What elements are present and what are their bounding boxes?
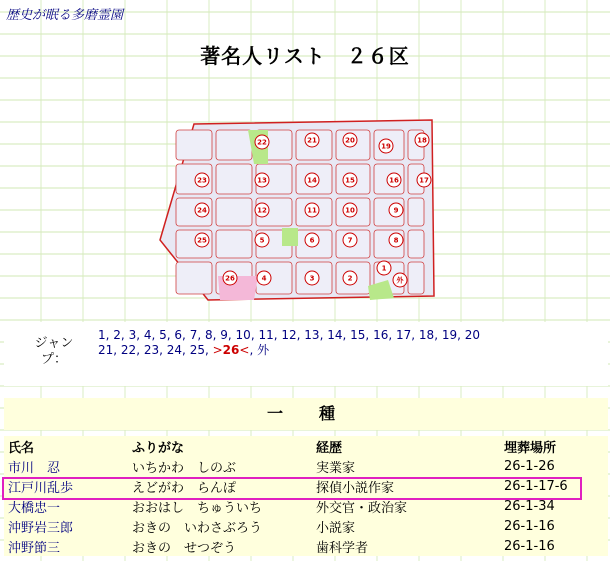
- map-block-1[interactable]: [377, 261, 391, 275]
- selected-row-highlight: [2, 477, 582, 500]
- svg-text:2: 2: [347, 274, 353, 283]
- svg-text:10: 10: [345, 206, 355, 215]
- map-plot-block: [408, 262, 424, 294]
- map-plot-block: [408, 230, 424, 258]
- svg-text:6: 6: [309, 236, 315, 245]
- page-title: 著名人リスト ２６区: [200, 44, 410, 68]
- person-burial-place: 26-1-16: [504, 538, 555, 554]
- jump-link-7[interactable]: 7: [189, 328, 198, 342]
- map-block-9[interactable]: [389, 203, 403, 217]
- jump-panel: [4, 322, 608, 386]
- map-plot-block: [216, 130, 252, 160]
- svg-text:26: 26: [225, 274, 235, 283]
- map-block-24[interactable]: [195, 203, 209, 217]
- jump-link-12[interactable]: 12: [281, 328, 297, 342]
- jump-link-24[interactable]: 24: [166, 343, 183, 357]
- svg-text:14: 14: [307, 176, 317, 185]
- svg-text:23: 23: [197, 176, 207, 185]
- map-plot-block: [176, 262, 212, 294]
- jump-label: ジャンプ：: [34, 336, 74, 367]
- jump-link-22[interactable]: 22: [120, 343, 137, 357]
- person-name[interactable]: 江戸川乱歩: [8, 480, 74, 496]
- person-furigana: いちかわ しのぶ: [132, 460, 237, 476]
- jump-link-outside[interactable]: 外: [257, 343, 270, 357]
- person-burial-place: 26-1-26: [504, 458, 555, 474]
- person-name[interactable]: 大橋忠一: [8, 500, 61, 516]
- jump-link-11[interactable]: 11: [258, 328, 274, 342]
- svg-text:17: 17: [419, 176, 429, 185]
- jump-link-17[interactable]: 17: [395, 328, 412, 342]
- map-block-5[interactable]: [255, 233, 269, 247]
- person-furigana: おきの いわさぶろう: [132, 520, 263, 536]
- map-plot-block: [408, 198, 424, 226]
- person-name[interactable]: 市川 忍: [8, 460, 61, 476]
- map-block-8[interactable]: [389, 233, 403, 247]
- svg-text:9: 9: [393, 206, 399, 215]
- map-block-22[interactable]: [255, 135, 269, 149]
- svg-text:21: 21: [307, 136, 317, 145]
- map-block-11[interactable]: [305, 203, 319, 217]
- map-block-outside[interactable]: [393, 273, 407, 287]
- svg-text:24: 24: [197, 206, 207, 215]
- map-block-14[interactable]: [305, 173, 319, 187]
- person-career: 歯科学者: [316, 540, 369, 556]
- site-name-link[interactable]: 歴史が眠る多磨霊園: [6, 8, 124, 23]
- jump-link-16[interactable]: 16: [373, 328, 389, 342]
- map-plot-block: [216, 230, 252, 258]
- jump-current-block: 26: [222, 343, 240, 357]
- jump-link-4[interactable]: 4: [143, 328, 152, 342]
- header-name: 氏名: [8, 440, 35, 456]
- jump-link-8[interactable]: 8: [204, 328, 213, 342]
- map-block-13[interactable]: [255, 173, 269, 187]
- jump-link-20[interactable]: 20: [464, 328, 481, 342]
- map-block-7[interactable]: [343, 233, 357, 247]
- map-block-16[interactable]: [387, 173, 401, 187]
- svg-text:18: 18: [417, 136, 427, 145]
- svg-text:3: 3: [309, 274, 315, 283]
- map-plot-block: [216, 164, 252, 194]
- map-block-12[interactable]: [255, 203, 269, 217]
- person-burial-place: 26-1-34: [504, 498, 555, 514]
- cemetery-map-svg[interactable]: [158, 100, 446, 306]
- map-block-17[interactable]: [417, 173, 431, 187]
- svg-text:22: 22: [257, 138, 267, 147]
- jump-current-suffix: <: [239, 343, 250, 357]
- svg-text:16: 16: [389, 176, 399, 185]
- jump-link-19[interactable]: 19: [441, 328, 458, 342]
- person-name[interactable]: 沖野岩三郎: [8, 520, 74, 536]
- map-block-18[interactable]: [415, 133, 429, 147]
- svg-text:1: 1: [381, 264, 387, 273]
- map-block-3[interactable]: [305, 271, 319, 285]
- table-row: [4, 456, 608, 476]
- jump-link-18[interactable]: 18: [418, 328, 435, 342]
- map-block-25[interactable]: [195, 233, 209, 247]
- svg-text:7: 7: [347, 236, 353, 245]
- map-plot-block: [176, 130, 212, 160]
- map-plot-block: [216, 198, 252, 226]
- jump-link-25[interactable]: 25: [189, 343, 205, 357]
- jump-link-10[interactable]: 10: [235, 328, 251, 342]
- svg-text:外: 外: [396, 276, 404, 285]
- jump-current-prefix: >: [212, 343, 223, 357]
- person-burial-place: 26-1-17-6: [504, 478, 568, 494]
- person-career: 小説家: [316, 520, 356, 536]
- table-header-row: [4, 436, 608, 456]
- map-block-10[interactable]: [343, 203, 357, 217]
- header-burial-place: 埋葬場所: [504, 440, 557, 456]
- jump-link-6[interactable]: 6: [174, 328, 183, 342]
- person-name[interactable]: 沖野節三: [8, 540, 61, 556]
- map-block-20[interactable]: [343, 133, 357, 147]
- map-green-area: [282, 228, 298, 246]
- section-heading: 一 種: [4, 398, 608, 430]
- table-row: [4, 516, 608, 536]
- map-block-15[interactable]: [343, 173, 357, 187]
- svg-text:11: 11: [307, 206, 317, 215]
- header-career: 経歴: [316, 440, 343, 456]
- svg-text:12: 12: [257, 206, 267, 215]
- header-furigana: ふりがな: [132, 440, 185, 456]
- person-career: 探偵小説作家: [316, 480, 395, 496]
- svg-text:25: 25: [197, 236, 207, 245]
- jump-link-5[interactable]: 5: [159, 328, 167, 342]
- map-block-26[interactable]: [223, 271, 237, 285]
- person-furigana: おおはし ちゅういち: [132, 500, 263, 516]
- jump-link-9[interactable]: 9: [220, 328, 228, 342]
- jump-link-21[interactable]: 21: [98, 343, 114, 357]
- svg-text:19: 19: [381, 142, 391, 151]
- svg-text:13: 13: [257, 176, 267, 185]
- map-block-6[interactable]: [305, 233, 319, 247]
- jump-link-2[interactable]: 2: [113, 328, 121, 342]
- svg-text:20: 20: [345, 136, 355, 145]
- jump-link-23[interactable]: 23: [143, 343, 160, 357]
- jump-link-1[interactable]: 1: [98, 328, 106, 342]
- person-career: 外交官・政治家: [316, 500, 408, 516]
- jump-link-15[interactable]: 15: [350, 328, 366, 342]
- svg-text:5: 5: [259, 236, 265, 245]
- map-block-21[interactable]: [305, 133, 319, 147]
- cemetery-map[interactable]: [158, 100, 446, 306]
- svg-text:15: 15: [345, 176, 355, 185]
- table-row: [4, 536, 608, 556]
- map-block-23[interactable]: [195, 173, 209, 187]
- svg-text:4: 4: [261, 274, 267, 283]
- jump-link-14[interactable]: 14: [327, 328, 343, 342]
- person-burial-place: 26-1-16: [504, 518, 555, 534]
- svg-text:8: 8: [393, 236, 399, 245]
- map-block-2[interactable]: [343, 271, 357, 285]
- jump-link-3[interactable]: 3: [128, 328, 137, 342]
- person-furigana: おきの せつぞう: [132, 540, 237, 556]
- person-furigana: えどがわ らんぽ: [132, 480, 237, 496]
- jump-link-13[interactable]: 13: [304, 328, 320, 342]
- person-career: 実業家: [316, 460, 356, 476]
- map-block-19[interactable]: [379, 139, 393, 153]
- jump-links: 1, 2, 3, 4, 5, 6, 7, 8, 9, 10, 11, 12, 13, 14, 15, 16, 17, 18, 19, 20 21, 22, 23, 24, 25, >26<, 外: [98, 328, 481, 357]
- map-block-4[interactable]: [257, 271, 271, 285]
